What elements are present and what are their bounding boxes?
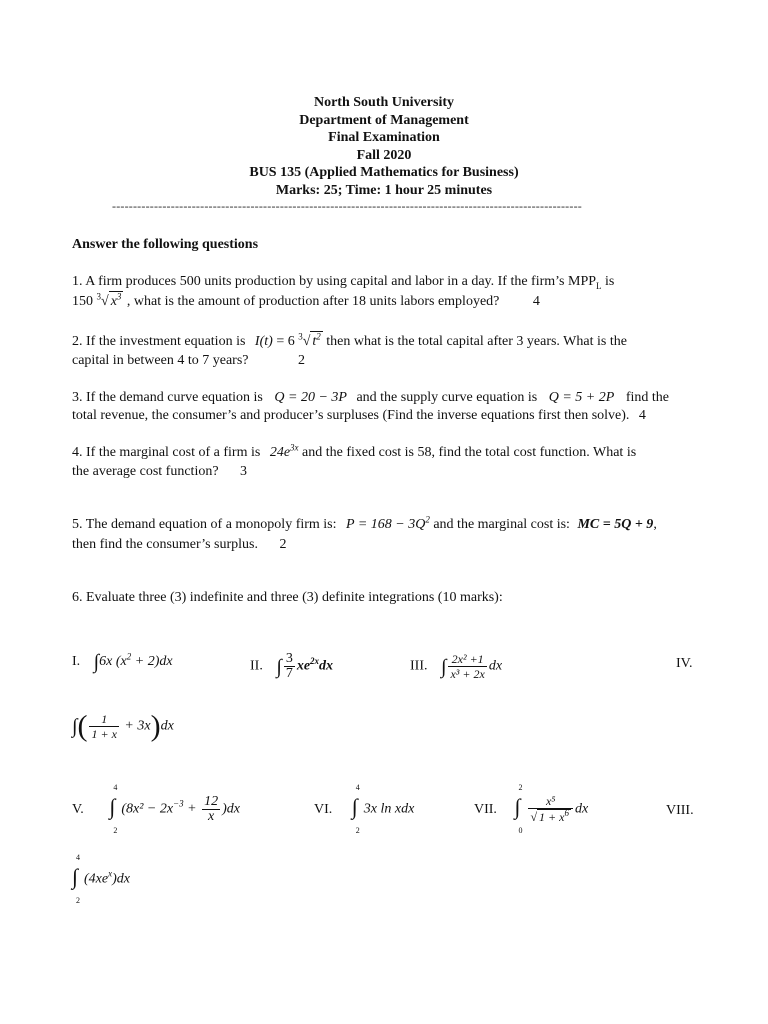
integral-vi: VI. 4 ∫ 2 3x ln xdx: [314, 783, 415, 835]
integral-viii-label: VIII.: [666, 803, 694, 818]
integral-sign-icon: ∫: [276, 655, 282, 678]
integral-sign-icon: ∫: [109, 794, 116, 819]
integral-sign-icon: ∫: [441, 655, 447, 678]
instructions-heading: Answer the following questions: [72, 237, 259, 252]
question-5-line-2: then find the consumer’s surplus. 2: [72, 537, 287, 552]
question-1-marks: 4: [532, 294, 540, 309]
question-4-line-2: the average cost function? 3: [72, 464, 248, 479]
university-name: North South University: [313, 95, 454, 110]
question-4-marks: 3: [240, 464, 248, 479]
integral-i: I. ∫6x $(x^2 + 2)dx$: [72, 651, 173, 673]
question-2-marks: 2: [297, 353, 305, 368]
demand-equation: Q = 20 − 3P: [274, 390, 347, 405]
question-3-marks: 4: [638, 408, 646, 423]
divider-line: ----------------------------------------------------------------------------------------------------------------: [112, 199, 582, 213]
integral-iii: III. ∫ $\frac{\text{2x² +1}}{\text{x³ + 2x}}$ dx: [410, 652, 503, 681]
mpp-coefficient: 150: [72, 294, 93, 309]
question-4-line-1: 4. If the marginal cost of a firm is $24e^{3x}$ and the fixed cost is 58, find the total cost function. What is: [72, 442, 637, 460]
question-6: 6. Evaluate three (3) indefinite and three (3) definite integrations (10 marks):: [72, 590, 503, 605]
supply-equation: Q = 5 + 2P: [548, 390, 615, 405]
exam-header: [0, 94, 768, 199]
question-1-line-2: 150 $^3$√ $x^3$ , what is the amount of production after 18 units labors employed? 4: [72, 291, 540, 309]
exam-title: Final Examination: [328, 130, 440, 145]
integral-sign-icon: ∫: [514, 794, 521, 819]
radical-icon: √: [302, 334, 311, 349]
integral-sign-icon: ∫: [72, 864, 79, 889]
question-3-line-2: total revenue, the consumer’s and producer’s surpluses (Find the inverse equations first then solve). 4: [72, 408, 646, 423]
question-3-line-1: 3. If the demand curve equation is Q = 20 − 3P and the supply curve equation is Q = 5 + 2P find the: [72, 390, 669, 405]
question-2-line-1: 2. If the investment equation is I(t) = 6 $^3$√ $t^2$ then what is the total capital after 3 years. What is the: [72, 331, 627, 349]
integral-ii: II. ∫ $\frac{3}{7}$ $xe^{2x}dx$: [250, 651, 334, 681]
integral-vii: VII. 2 ∫ 0 $\frac{\text{x⁵}}{√ 1 + x^6}$ dx: [474, 783, 589, 835]
radical-icon: √: [530, 810, 538, 824]
integral-v: V. 4 ∫ 2 ($8x^2 - 2x^{-3}$ + $\frac{12}{x}$ )dx: [72, 783, 240, 835]
integral-iv: ∫( $\frac{1}{1 + x}$ + 3x)dx: [72, 709, 174, 743]
department-name: Department of Management: [299, 112, 469, 128]
integral-sign-icon: ∫: [72, 715, 78, 738]
question-2-line-2: capital in between 4 to 7 years? 2: [72, 353, 305, 368]
question-1-line-1: 1. A firm produces 500 units production by using capital and labor in a day. If the firm’s $MPP_L$ is: [72, 274, 615, 291]
exam-term: Fall 2020: [356, 147, 412, 163]
marginal-cost: $24e^{3x}$: [269, 442, 299, 460]
integral-sign-icon: ∫: [351, 794, 358, 819]
question-5-line-1: 5. The demand equation of a monopoly firm is: $P = 168 - 3Q^2$ and the marginal cost is: MC = 5Q + 9,: [72, 514, 657, 532]
monopoly-marginal-cost: MC = 5Q + 9: [577, 517, 654, 532]
monopoly-demand: $P = 168 - 3Q^2$: [346, 514, 430, 532]
question-5-marks: 2: [279, 537, 287, 552]
integral-sign-icon: ∫: [93, 651, 100, 673]
integral-iv-label: IV.: [676, 656, 693, 671]
marks-time: Marks: 25; Time: 1 hour 25 minutes: [275, 182, 493, 198]
integral-viii: 4 ∫ 2 $(4xe^x)dx$: [72, 853, 130, 905]
course-title: BUS 135 (Applied Mathematics for Business): [249, 165, 519, 180]
radical-icon: √: [101, 294, 109, 309]
